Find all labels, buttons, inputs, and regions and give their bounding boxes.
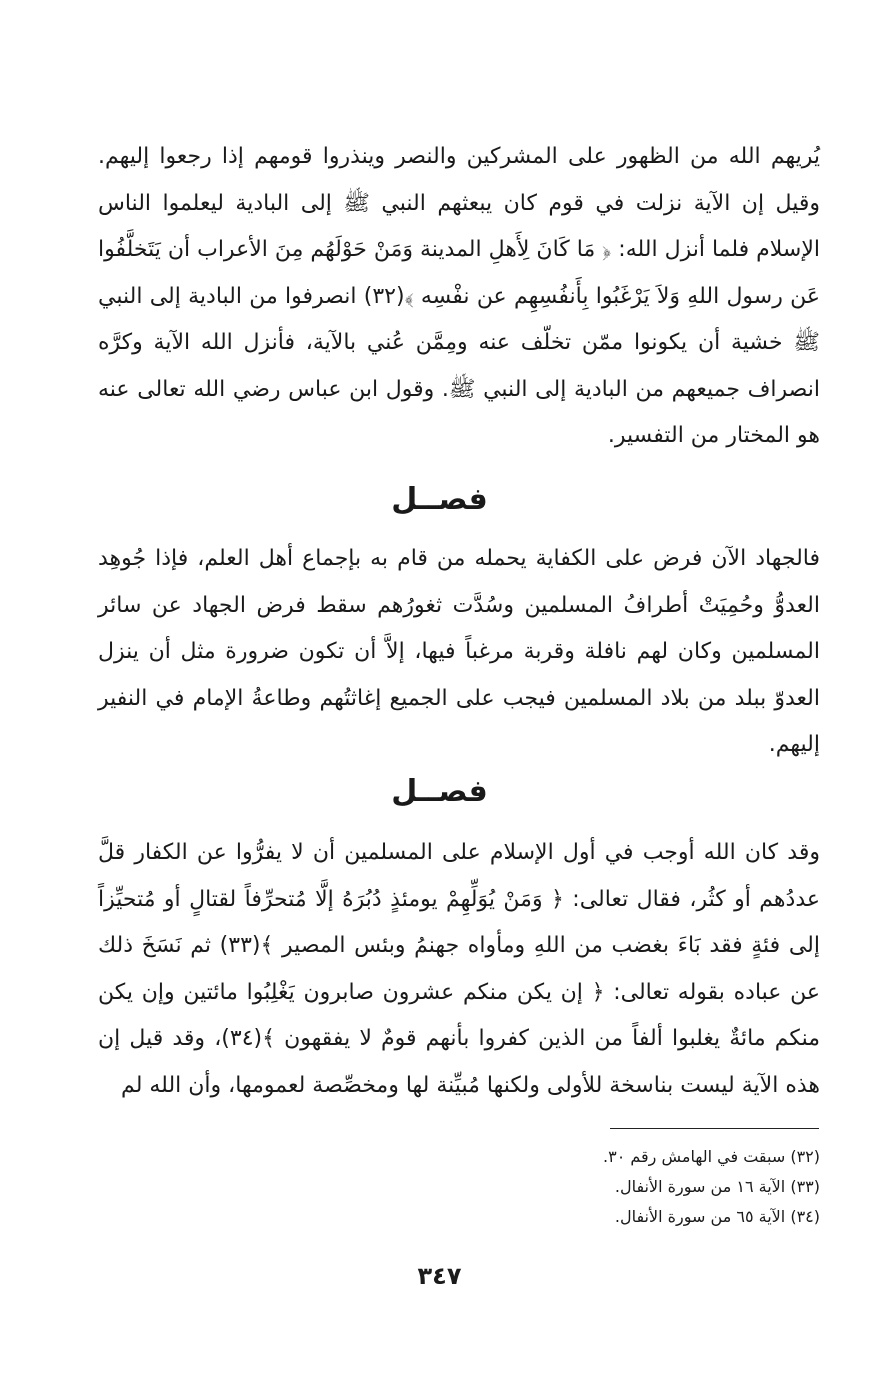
footnote-item: (٣٤) الآية ٦٥ من سورة الأنفال. [614, 1207, 820, 1226]
paragraph-jihad-kifaya [98, 536, 820, 769]
footnotes [98, 1142, 820, 1232]
paragraph-text: فالجهاد الآن فرض على الكفاية يحمله من قام به بإجماع أهل العلم، فإذا جُوهِد العدوُّ وحُمِيَتْ أطرافُ المسلمين وسُدَّت ثغورُهم سقط فرض الجهاد عن سائر المسلمين وكان لهم نافلة وقربة مرغباً فيها، إلاَّ أن تكون ضرورة مثل أن ينزل العدوّ ببلد من بلاد المسلمين فيجب على الجميع إغاثتُهم وطاعةُ الإمام في النفير إليهم. [98, 546, 820, 757]
paragraph-text: وقد كان الله أوجب في أول الإسلام على المسلمين أن لا يفرُّوا عن الكفار قلَّ عددُهم أو كثُر، فقال تعالى: ﴿ وَمَنْ يُوَلِّهِمْ يومئذٍ دُبُرَهُ إلَّا مُتحرِّفاً لقتالٍ أو مُتحيِّزاً إلى فئةٍ فقد بَاءَ بغضب من اللهِ ومأواه جهنمُ وبئس المصير ﴾(٣٣) ثم نَسَخَ ذلك عن عباده بقوله تعالى: ﴿ إن يكن منكم عشرون صابرون يَغْلِبُوا مائتين وإن يكن منكم مائةٌ يغلبوا ألفاً من الذين كفروا بأنهم قومٌ لا يفقهون ﴾(٣٤)، وقد قيل إن هذه الآية ليست بناسخة للأولى ولكنها مُبيِّنة لها ومخصِّصة لعمومها، وأن الله لم [98, 840, 821, 1098]
page-number: ٣٤٧ [417, 1262, 462, 1290]
paragraph-naskh [98, 830, 820, 1109]
section-heading: فصــل [391, 482, 488, 517]
footnote-divider [610, 1128, 819, 1129]
section-heading: فصــل [391, 774, 488, 809]
paragraph-tafsir [98, 134, 820, 460]
paragraph-text: يُريهم الله من الظهور على المشركين والنصر وينذروا قومهم إذا رجعوا إليهم. وقيل إن الآية نزلت في قوم كان يبعثهم النبي ﷺ إلى البادية ليعلموا الناس الإسلام فلما أنزل الله: ﴿ مَا كَانَ لِأَهلِ المدينة وَمَنْ حَوْلَهُم مِنَ الأعراب أن يَتَخلَّفُوا عَن رسول اللهِ وَلاَ يَرْغَبُوا بِأَنفُسِهِم عن نفْسِه ﴾(٣٢) انصرفوا من البادية إلى النبي ﷺ خشية أن يكونوا ممّن تخلّف عنه ومِمَّن عُني بالآية، فأنزل الله الآية وكرَّه انصراف جميعهم من البادية إلى النبي ﷺ. وقول ابن عباس رضي الله تعالى عنه هو المختار من التفسير. [98, 144, 820, 448]
footnote-item: (٣٢) سبقت في الهامش رقم ٣٠. [603, 1147, 820, 1166]
footnote-item: (٣٣) الآية ١٦ من سورة الأنفال. [614, 1177, 820, 1196]
